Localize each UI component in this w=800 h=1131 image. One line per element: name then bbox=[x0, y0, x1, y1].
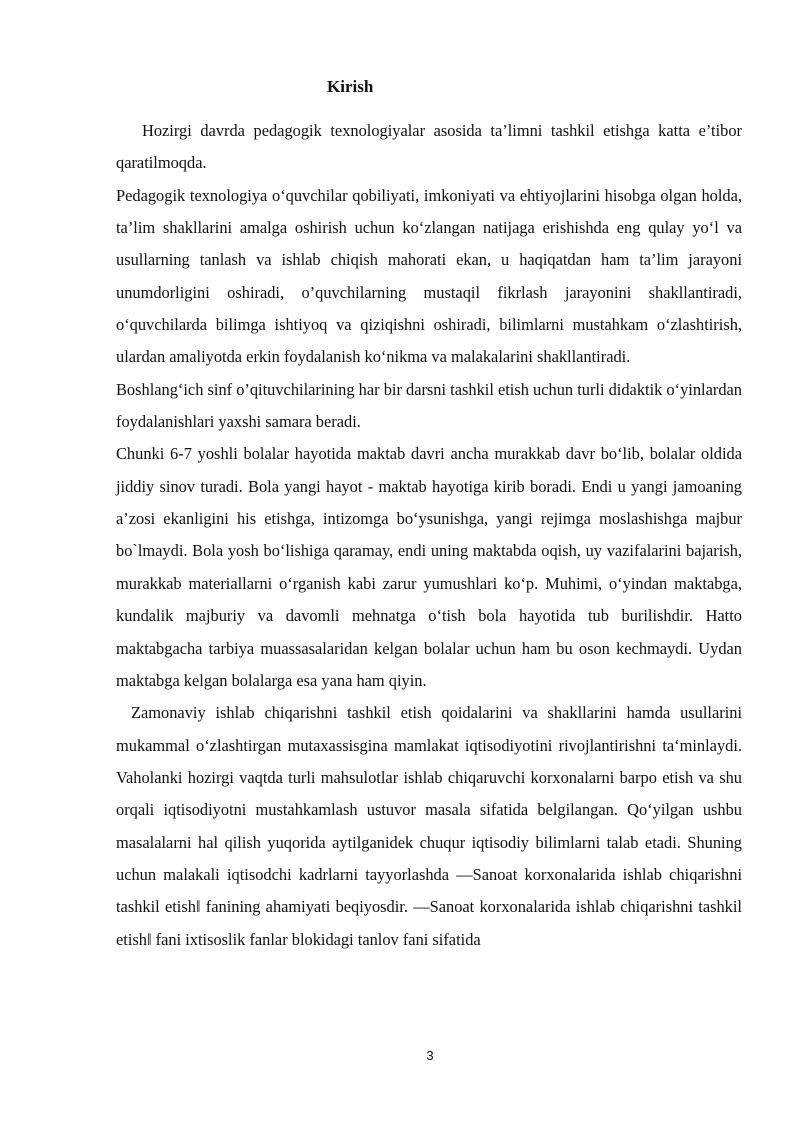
paragraph-5: Zamonaviy ishlab chiqarishni tashkil etish qoidalarini va shakllarini hamda usullarini mukammal o‘zlashtirgan mutaxassisgina mamlakat iqtisodiyotini rivojlantirishni ta‘minlaydi. Vaholanki hozirgi vaqtda turli mahsulotlar ishlab chiqaruvchi korxonalarni barpo etish va shu orqali iqtisodiyotni mustahkamlash ustuvor masala sifatida belgilangan. Qo‘yilgan ushbu masalalarni hal qilish yuqorida aytilganidek chuqur iqtisodiy bilimlarni talab etadi. Shuning uchun malakali iqtisodchi kadrlarni tayyorlashda ―Sanoat korxonalarida ishlab chiqarishni tashkil etish‖ fanining ahamiyati beqiyosdir. ―Sanoat korxonalarida ishlab chiqarishni tashkil etish‖ fani ixtisoslik fanlar blokidagi tanlov fani sifatida bbox=[116, 703, 742, 949]
paragraph-4: Chunki 6-7 yoshli bolalar hayotida maktab davri ancha murakkab davr bo‘lib, bolalar oldida jiddiy sinov turadi. Bola yangi hayot - maktab hayotiga kirib boradi. Endi u yangi jamoaning a’zosi ekanligini his etishga, intizomga bo‘ysunishga, yangi rejimga moslashishga majbur bo`lmaydi. Bola yosh bo‘lishiga qaramay, endi uning maktabda oqish, uy vazifalarini bajarish, murakkab materiallarni o‘rganish kabi zarur yumushlari ko‘p. Muhimi, o‘yindan maktabga, kundalik majburiy va davomli mehnatga o‘tish bola hayotida tub burilishdir. Hatto maktabgacha tarbiya muassasalaridan kelgan bolalar uchun ham bu oson kechmaydi. Uydan maktabga kelgan bolalarga esa yana ham qiyin. bbox=[116, 444, 742, 690]
body-text bbox=[116, 115, 742, 956]
section-title: Kirish bbox=[327, 77, 374, 96]
paragraph-1: Hozirgi davrda pedagogik texnologiyalar asosida ta’limni tashkil etishga katta e’tibor qaratilmoqda. bbox=[116, 121, 742, 173]
paragraph-2: Pedagogik texnologiya o‘quvchilar qobiliyati, imkoniyati va ehtiyojlarini hisobga olgan holda, ta’lim shakllarini amalga oshirish uchun ko‘zlangan natijaga erishishda eng qulay yo‘l va usullarning tanlash va ishlab chiqish mahorati ekan, u haqiqatdan ham ta’lim jarayoni unumdorligini oshiradi, o’quvchilarning mustaqil fikrlash jarayonini shakllantiradi, o‘quvchilarda bilimga ishtiyoq va qiziqishni oshiradi, bilimlarni mustahkam o‘zlashtirish, ulardan amaliyotda erkin foydalanish ko‘nikma va malakalarini shakllantiradi. bbox=[116, 185, 742, 367]
paragraph-3: Boshlang‘ich sinf o’qituvchilarining har bir darsni tashkil etish uchun turli didaktik o‘yinlardan foydalanishlari yaxshi samara beradi. bbox=[116, 379, 742, 432]
page-number: 3 bbox=[426, 1048, 434, 1063]
